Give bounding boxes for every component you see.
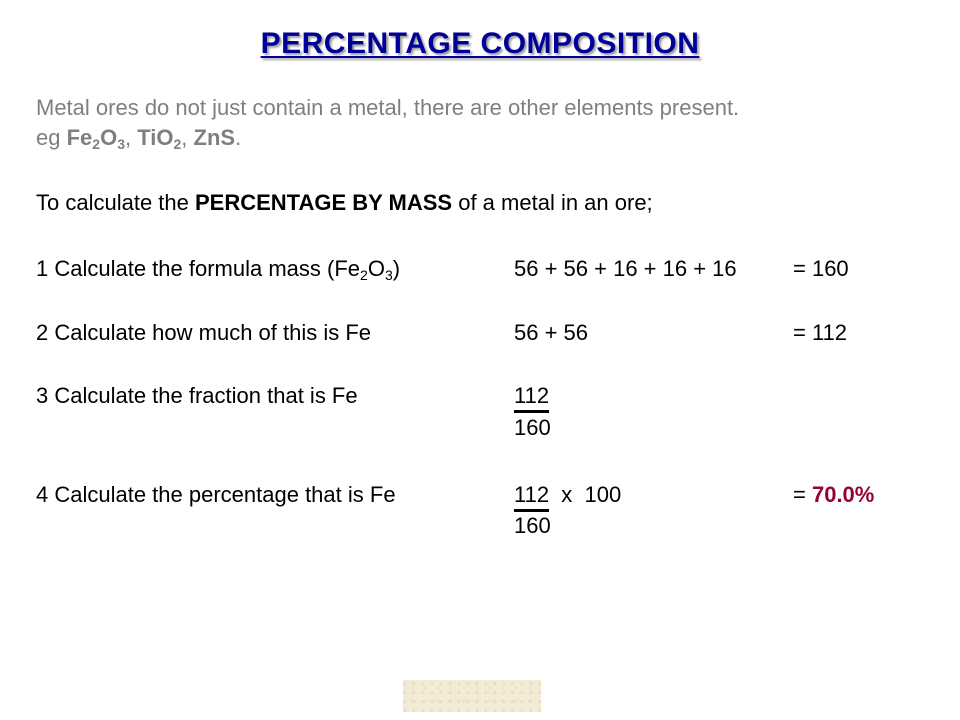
step-2-result: = 112 [793,320,848,345]
step-4-result-value: 70.0% [811,482,875,507]
step-2-calculation: 56 + 56 [514,320,589,345]
step-3-numerator: 112 [514,383,549,413]
intro-period: . [235,125,242,150]
step-4-multiplier: x 100 [549,482,622,507]
step-1-label [36,256,400,282]
lead-before: To calculate the [36,190,195,215]
step-4-label: 4 Calculate the percentage that is Fe [36,482,396,507]
step-3-fraction [514,383,549,413]
example-fe2o3-sub1: 2 [92,136,101,152]
step-3-label: 3 Calculate the fraction that is Fe [36,383,358,408]
step-1-label-c: ) [392,256,401,281]
step-4-result-prefix: = [793,482,812,507]
page-title: PERCENTAGE COMPOSITION [260,27,700,60]
intro-paragraph [36,93,739,153]
step-4-numerator: 112 [514,482,549,512]
lead-sentence [36,190,653,216]
example-fe2o3-sub2: 3 [117,136,125,152]
step-1-label-a: 1 Calculate the formula mass (Fe [36,256,361,281]
step-4-result [793,482,874,508]
lead-emphasis: PERCENTAGE BY MASS [194,190,453,215]
example-tio2-sub: 2 [173,136,182,152]
intro-eg-prefix: eg [36,125,67,150]
example-tio2 [137,125,181,150]
step-3-denominator: 160 [514,415,551,440]
step-1-sub2: 3 [384,267,393,283]
step-1-calculation: 56 + 56 + 16 + 16 + 16 [514,256,737,281]
example-zns: ZnS [193,125,236,150]
intro-separator-1: , [125,125,138,150]
step-1-label-b: O [367,256,385,281]
intro-separator-2: , [181,125,194,150]
example-fe2o3 [67,125,125,150]
example-fe2o3-fe: Fe [66,125,93,150]
lead-after: of a metal in an ore; [452,190,653,215]
step-1-sub1: 2 [360,267,368,283]
step-2-label: 2 Calculate how much of this is Fe [36,320,372,345]
step-4-denominator: 160 [514,513,551,538]
step-1-result: = 160 [793,256,849,281]
step-4-fraction [514,482,621,512]
example-fe2o3-o: O [100,125,118,150]
example-tio2-tio: TiO [137,125,174,150]
intro-sentence: Metal ores do not just contain a metal, there are other elements present. [36,95,740,120]
footer-decoration [403,680,541,712]
